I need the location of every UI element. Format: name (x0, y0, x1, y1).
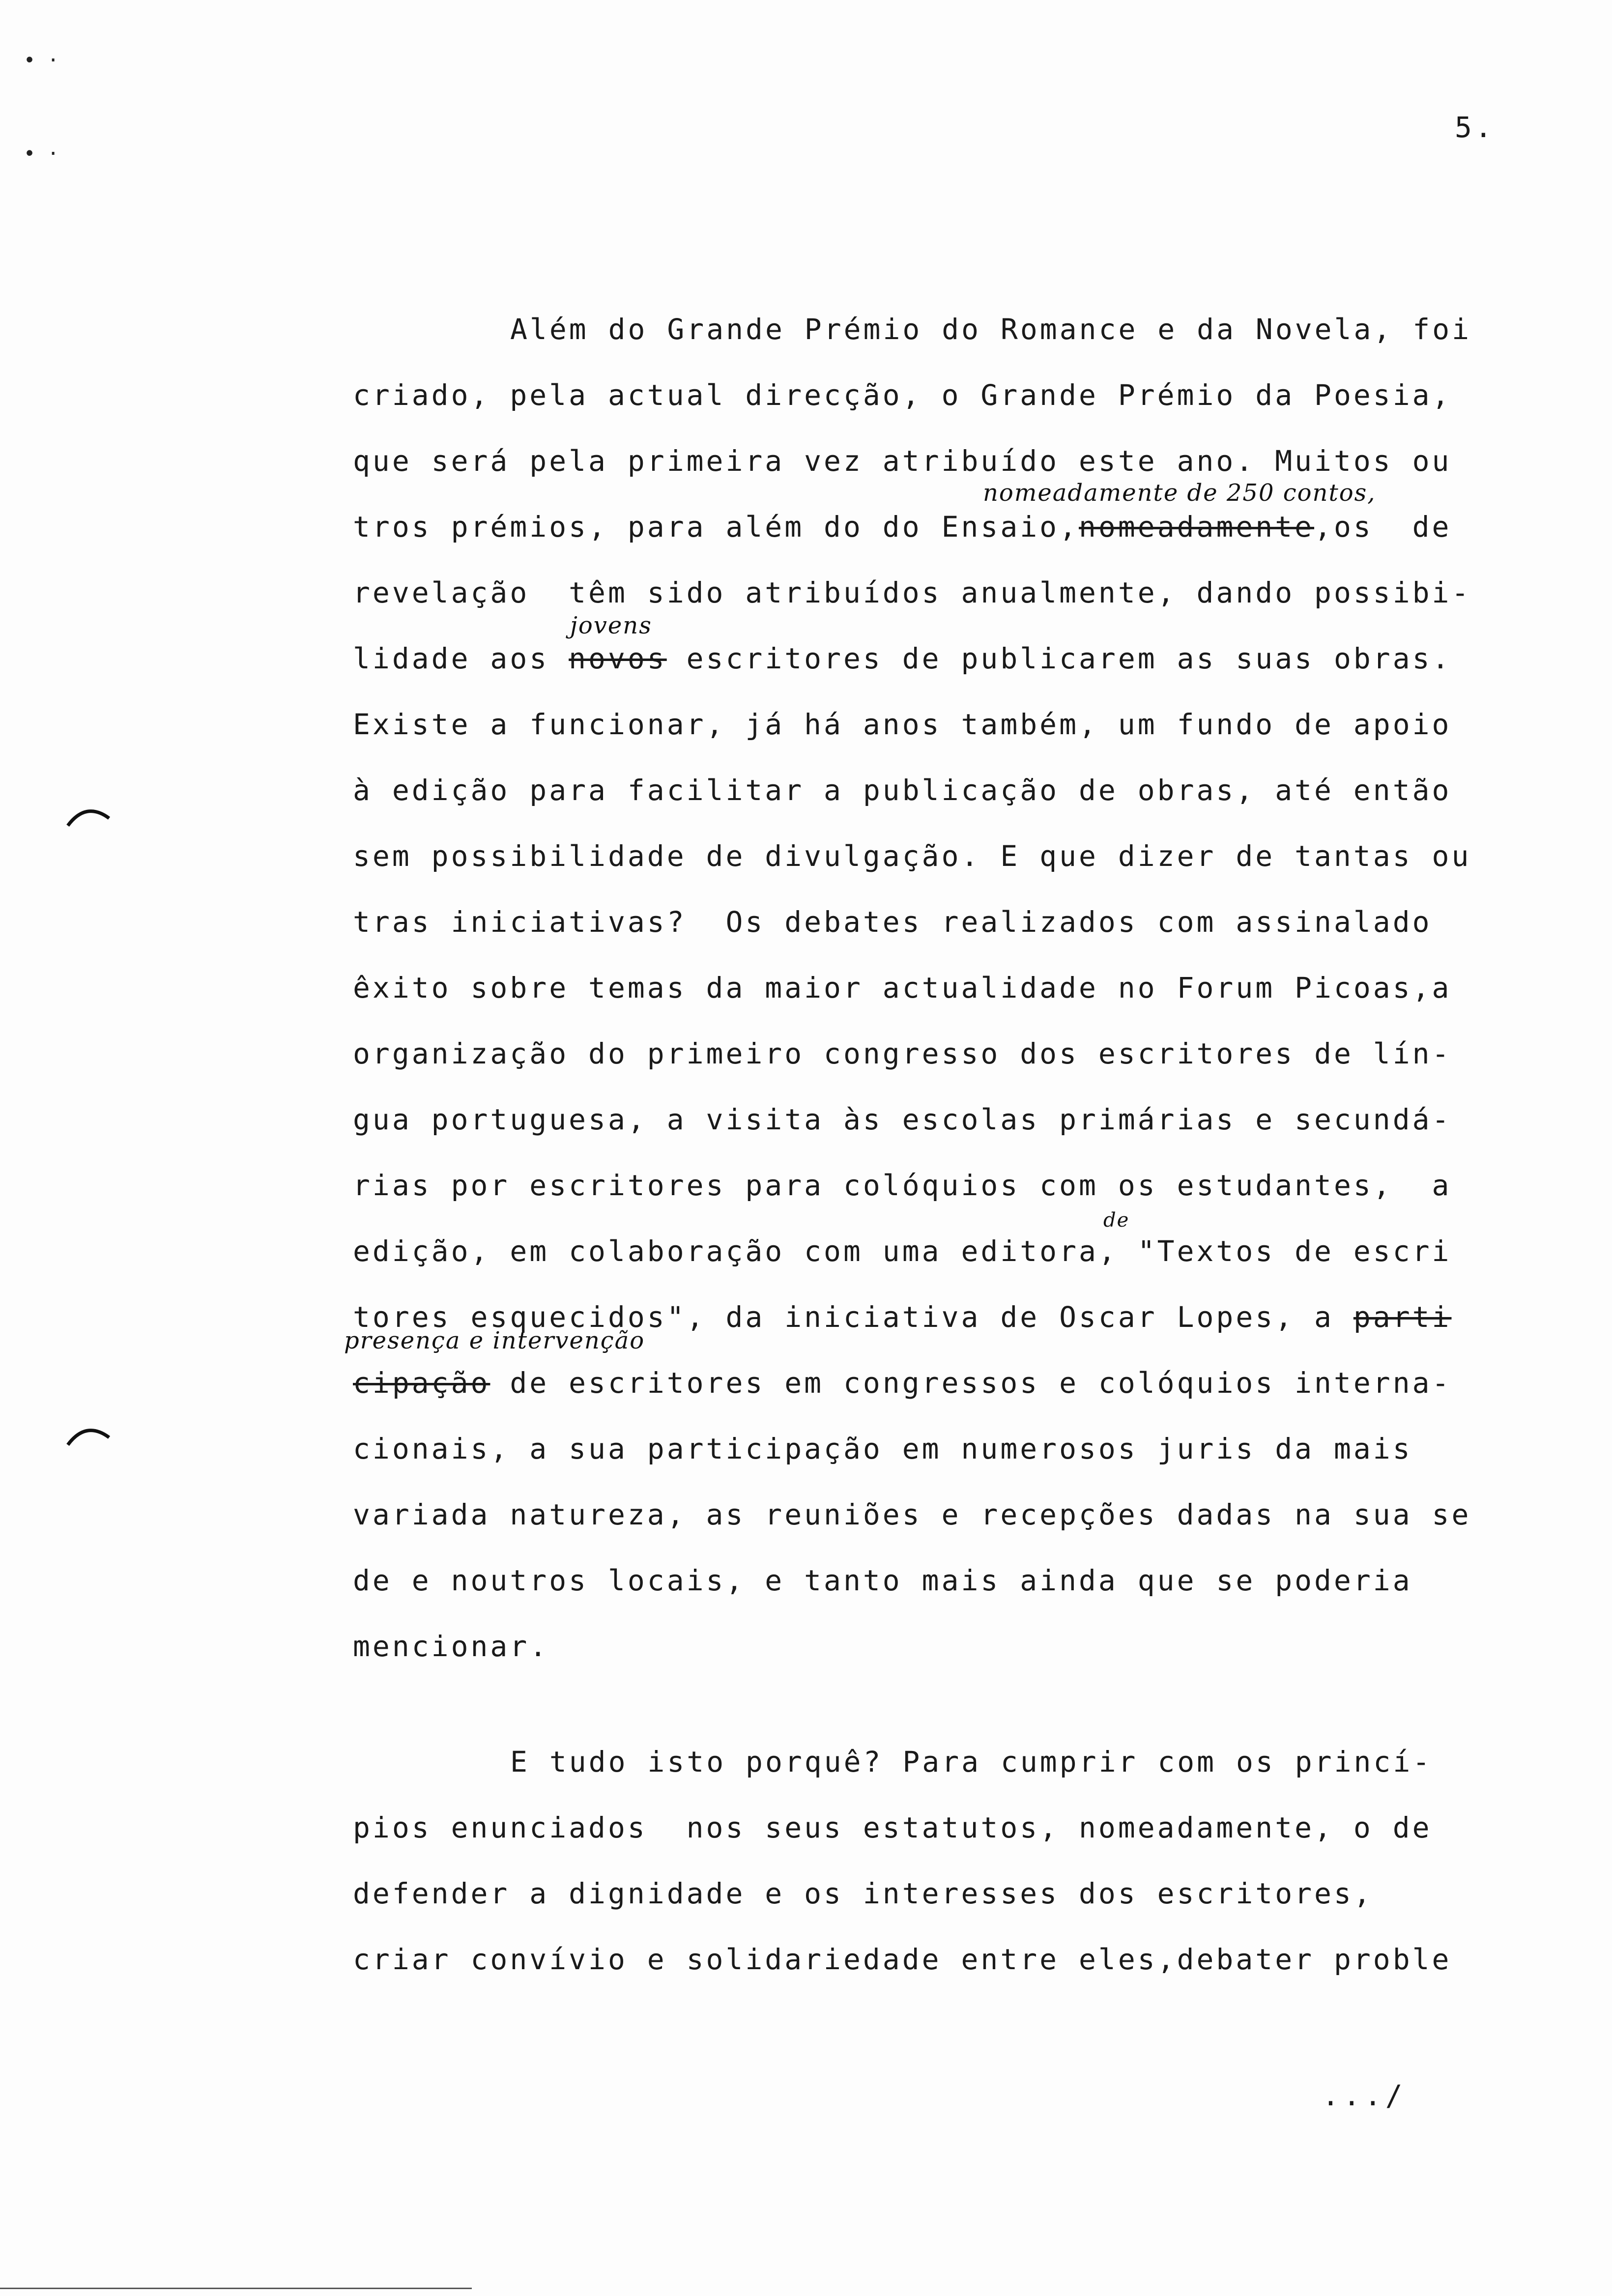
paragraph-1-line: rias por escritores para colóquios com os estudantes, a (353, 1169, 1452, 1202)
paragraph-1-line: Existe a funcionar, já há anos também, um fundo de apoio (353, 708, 1452, 741)
punch-hole-mark-upper (64, 801, 113, 831)
paragraph-1-line: organização do primeiro congresso dos escritores de lín- (353, 1037, 1452, 1070)
paragraph-1-line: gua portuguesa, a visita às escolas primárias e secundá- (353, 1103, 1452, 1136)
paragraph-1-line: mencionar. (353, 1630, 549, 1663)
line-segment: escritores de publicarem as suas obras. (666, 642, 1452, 675)
paragraph-1-line (353, 1363, 1451, 1403)
paragraph-1-line: Além do Grande Prémio do Romance e da Novela, foi (510, 313, 1472, 346)
paragraph-2-line: E tudo isto porquê? Para cumprir com os princí- (510, 1745, 1433, 1779)
line-segment: de escritores em congressos e colóquios interna- (490, 1366, 1452, 1400)
paragraph-1-line: de e noutros locais, e tanto mais ainda que se poderia (353, 1564, 1412, 1597)
handwritten-insertion: de (1103, 1209, 1130, 1232)
line-segment: ,os de (1314, 510, 1452, 544)
paragraph-2-line: pios enunciados nos seus estatutos, nomeadamente, o de (353, 1811, 1432, 1844)
punch-hole-mark-lower (64, 1420, 113, 1450)
line-segment: tores esquecidos", da iniciativa de Oscar Lopes, a (353, 1300, 1353, 1334)
continuation-mark: .../ (1322, 2079, 1407, 2112)
paragraph-1-line (353, 507, 1451, 546)
paragraph-1-line: cionais, a sua participação em numerosos juris da mais (353, 1432, 1412, 1465)
handwritten-insertion: presença e intervenção (344, 1327, 645, 1354)
paragraph-1-line: sem possibilidade de divulgação. E que dizer de tantas ou (353, 839, 1471, 873)
paragraph-2-line: criar convívio e solidariedade entre eles,debater proble (353, 1943, 1452, 1976)
margin-mark-top: • · (24, 49, 59, 72)
margin-mark-second: • · (24, 143, 59, 165)
line-segment: tros prémios, para além do do Ensaio, (353, 510, 1079, 544)
line-segment: lidade aos (353, 642, 569, 675)
struck-word: novos (569, 642, 667, 675)
paragraph-1-line: criado, pela actual direcção, o Grande Prémio da Poesia, (353, 378, 1452, 412)
paragraph-1-line: à edição para facilitar a publicação de obras, até então (353, 774, 1452, 807)
handwritten-insertion: nomeadamente de 250 contos, (983, 479, 1376, 507)
footer-rule (0, 2288, 472, 2289)
paragraph-1-line: que será pela primeira vez atribuído este ano. Muitos ou (353, 444, 1452, 478)
paragraph-1-line: edição, em colaboração com uma editora, "Textos de escri (353, 1234, 1452, 1268)
paragraph-1-line (353, 639, 1451, 678)
struck-word: nomeadamente (1079, 510, 1315, 544)
paragraph-1-line: variada natureza, as reuniões e recepções dadas na sua se (353, 1498, 1471, 1531)
paragraph-1-line: êxito sobre temas da maior actualidade no Forum Picoas,a (353, 971, 1452, 1004)
paragraph-1-line: tras iniciativas? Os debates realizados com assinalado (353, 905, 1432, 939)
paragraph-1-line: revelação têm sido atribuídos anualmente, dando possibi- (353, 576, 1471, 609)
page-number: 5. (1455, 111, 1495, 144)
paragraph-2-line: defender a dignidade e os interesses dos escritores, (353, 1877, 1373, 1910)
struck-word: cipação (353, 1366, 490, 1400)
handwritten-insertion: jovens (570, 612, 652, 639)
struck-word: parti (1353, 1300, 1452, 1334)
